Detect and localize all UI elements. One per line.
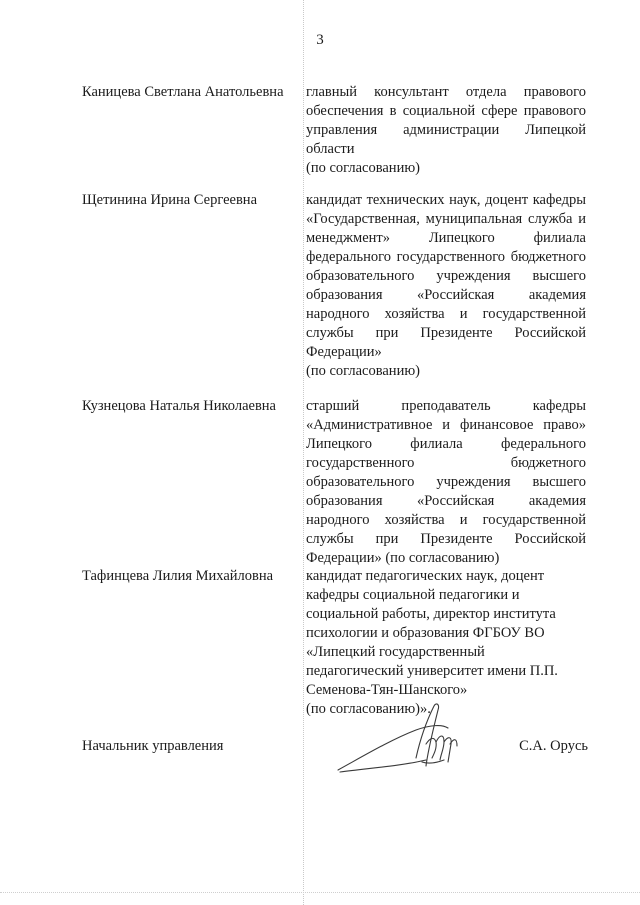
member-role — [306, 191, 586, 381]
member-role — [306, 397, 586, 568]
member-name: Кузнецова Наталья Николаевна — [82, 398, 276, 414]
member-role-text: старший преподаватель кафедры «Административное и финансовое право» Липецкого филиала федерального государственного бюджетного образовательного учреждения высшего образования «Российская академия народного хозяйства и государственной службы при Президенте Российской Федерации» (по согласованию) — [306, 398, 586, 566]
signatory-name: С.А. Орусь — [519, 738, 588, 754]
member-role — [306, 83, 586, 178]
member-role-line: кафедры социальной педагогики и — [306, 587, 520, 603]
member-role-line: «Липецкий государственный — [306, 644, 485, 660]
member-role-line: кандидат педагогических наук, доцент — [306, 568, 545, 584]
member-name: Тафинцева Лилия Михайловна — [82, 568, 274, 584]
signatory-title: Начальник управления — [82, 738, 224, 754]
member-role-line: (по согласованию)». — [306, 701, 431, 717]
member-name: Каницева Светлана Анатольевна — [82, 84, 284, 100]
scan-fold-line — [303, 0, 304, 905]
member-role-line: социальной работы, директор института — [306, 606, 556, 622]
member-role-note: (по согласованию) — [306, 363, 420, 379]
member-role-note: (по согласованию) — [306, 160, 420, 176]
member-role-line: педагогический университет имени П.П. — [306, 663, 558, 679]
member-role-text: кандидат технических наук, доцент кафедры «Государственная, муниципальная служба и менеджмент» Липецкого филиала федерального государственного бюджетного образовательного учреждения высшего образования «Российская академия народного хозяйства и государственной службы при Президенте Российской Федерации» — [306, 192, 586, 360]
signature-block — [82, 738, 588, 758]
member-role-line: психологии и образования ФГБОУ ВО — [306, 625, 545, 641]
member-role — [306, 567, 586, 719]
member-role-text: главный консультант отдела правового обеспечения в социальной сфере правового управления администрации Липецкой области — [306, 84, 586, 157]
page-number: 3 — [316, 32, 324, 48]
scan-bottom-edge — [0, 892, 640, 893]
member-role-line: Семенова-Тян-Шанского» — [306, 682, 468, 698]
member-name: Щетинина Ирина Сергеевна — [82, 192, 258, 208]
